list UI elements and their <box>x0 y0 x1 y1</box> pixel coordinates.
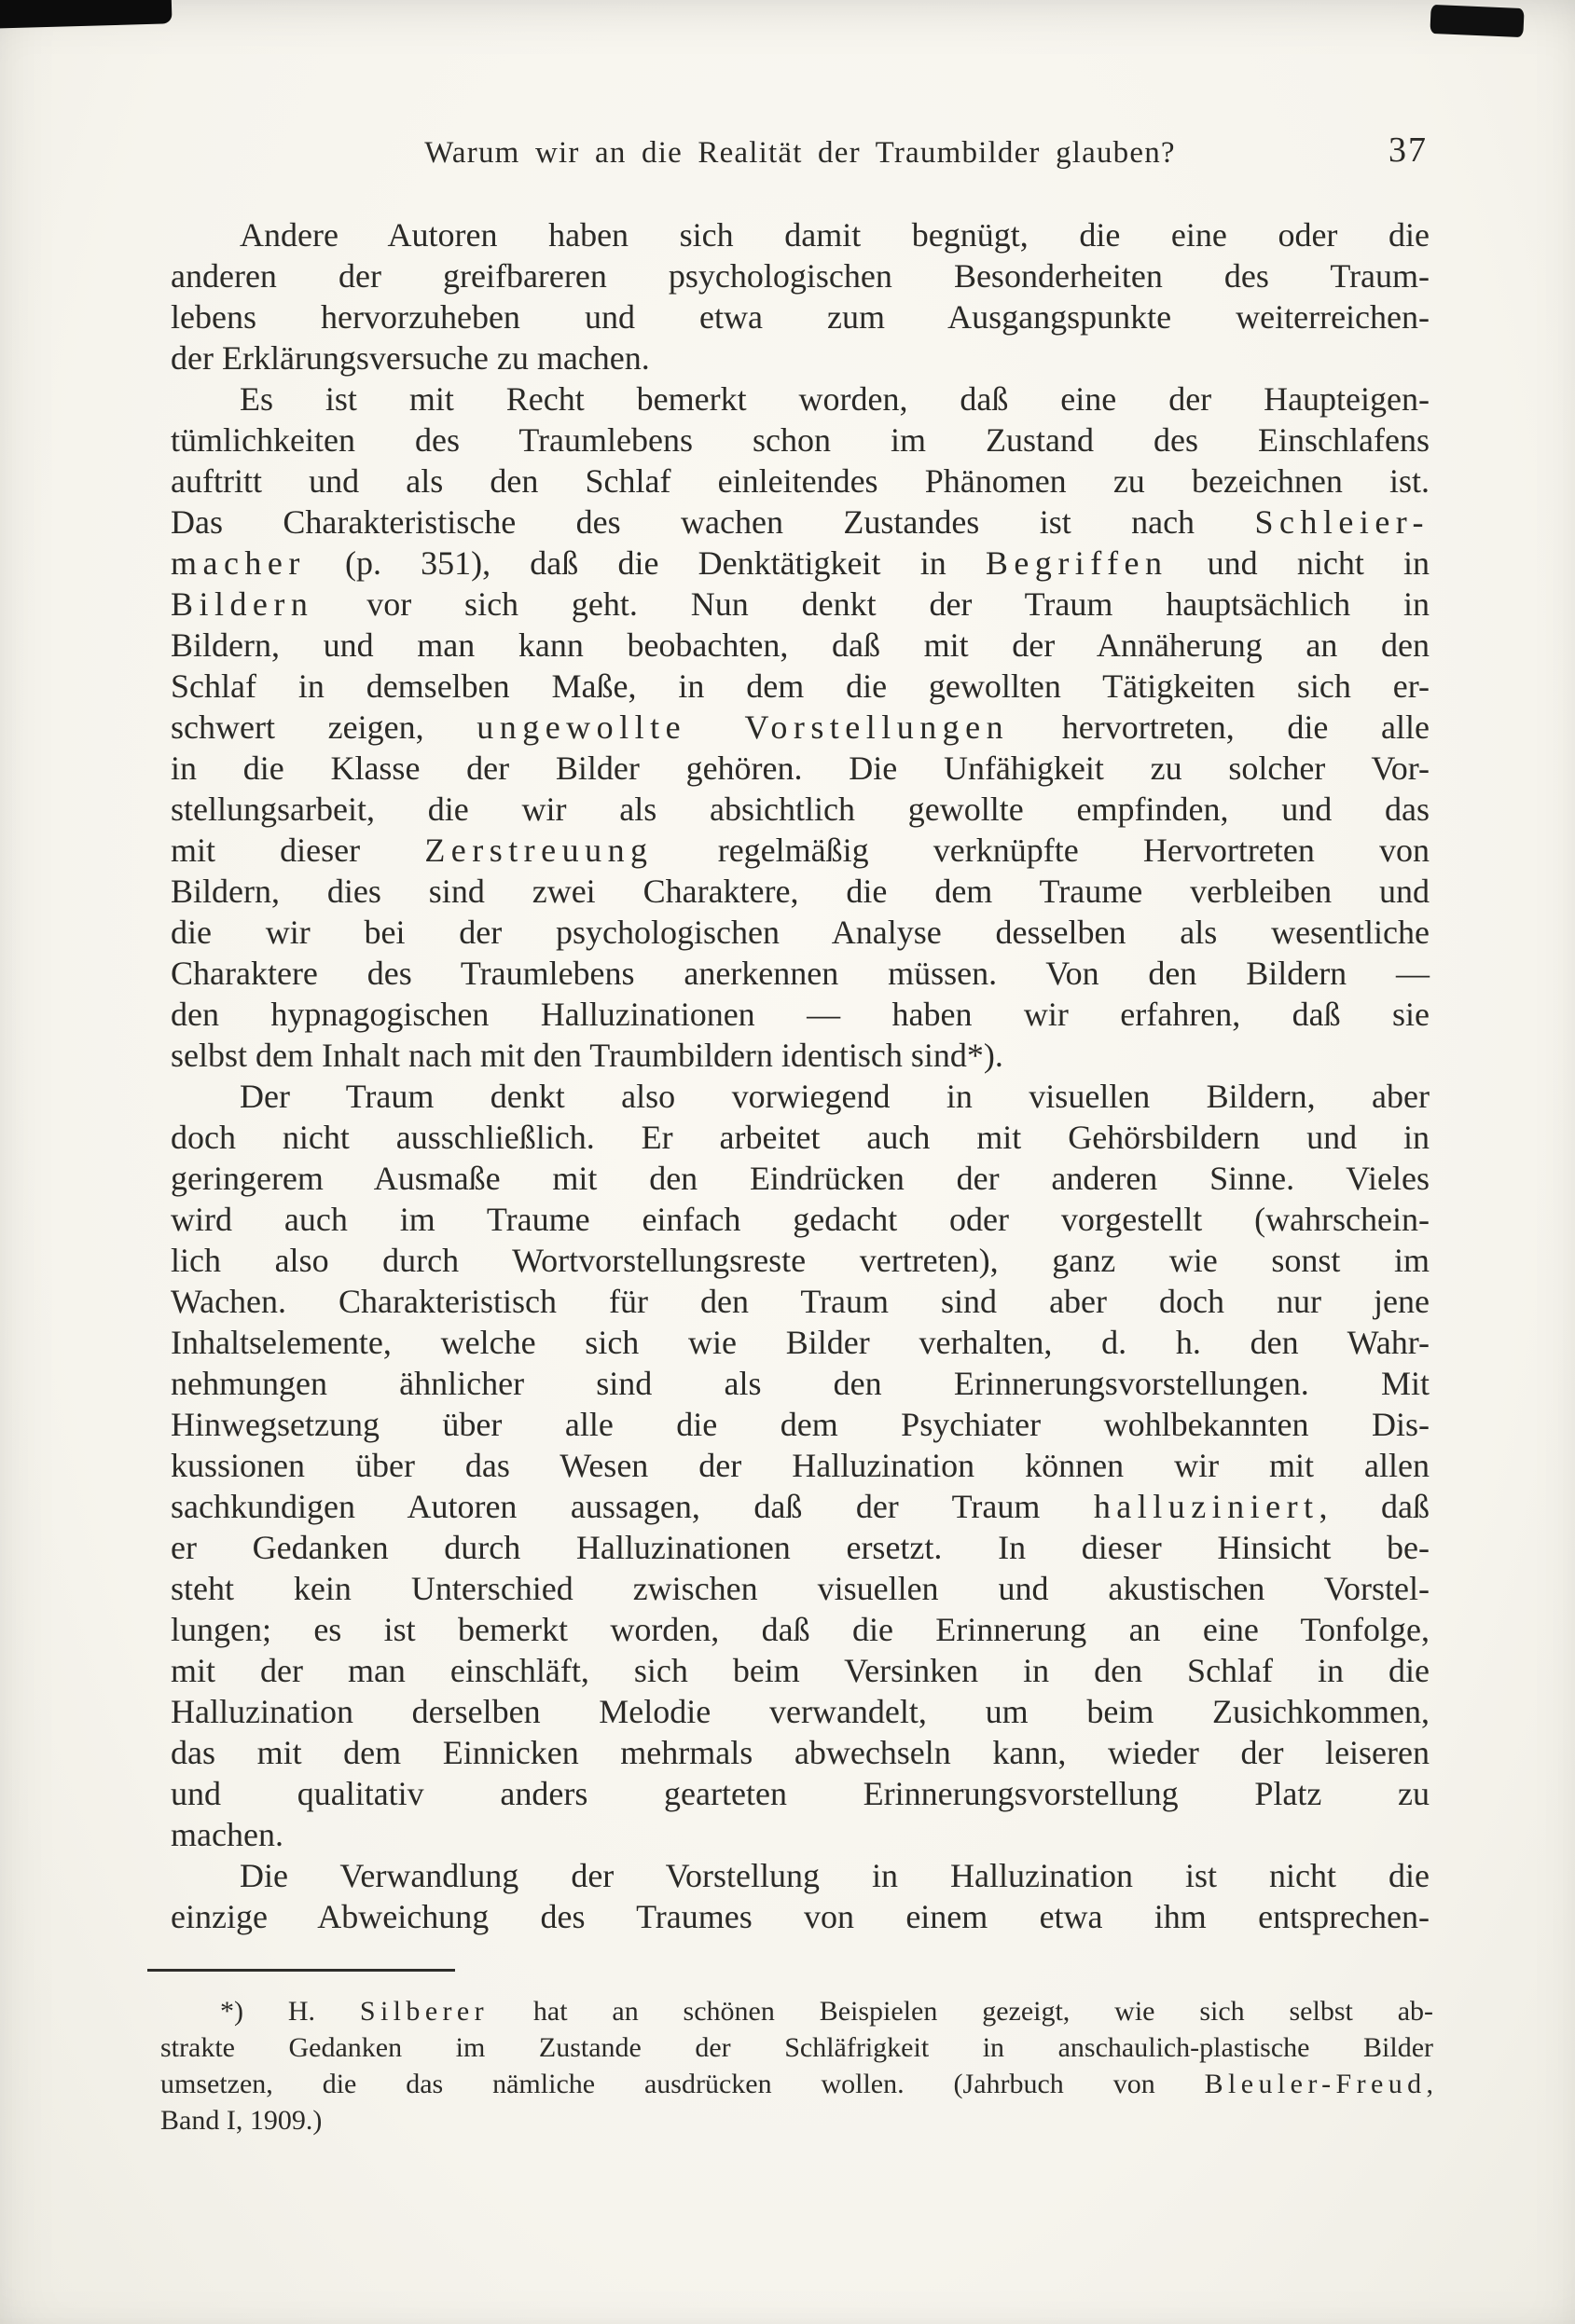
body-line: den hypnagogischen Halluzinationen — haben wir erfahren, daß sie <box>171 996 1430 1033</box>
body-line: Halluzination derselben Melodie verwandelt, um beim Zusichkommen, <box>171 1693 1430 1730</box>
body-line: macher (p. 351), daß die Denktätigkeit in Begriffen und nicht in <box>171 544 1430 582</box>
body-line: kussionen über das Wesen der Halluzination können wir mit allen <box>171 1447 1430 1484</box>
letterspaced-emphasis: Bildern <box>171 585 314 623</box>
body-line: Bildern, dies sind zwei Charaktere, die dem Traume verbleiben und <box>171 873 1430 910</box>
body-line: sachkundigen Autoren aussagen, daß der Traum halluziniert, daß <box>171 1488 1430 1525</box>
body-line: Die Verwandlung der Vorstellung in Halluzination ist nicht die <box>240 1857 1430 1894</box>
page-number: 37 <box>1388 131 1428 170</box>
body-line: die wir bei der psychologischen Analyse desselben als wesentliche <box>171 914 1430 951</box>
body-line: machen. <box>171 1816 283 1853</box>
body-line: und qualitativ anders gearteten Erinnerungsvorstellung Platz zu <box>171 1775 1430 1812</box>
running-header <box>171 131 1430 181</box>
body-line: nehmungen ähnlicher sind als den Erinnerungsvorstellungen. Mit <box>171 1365 1430 1402</box>
body-line: der Erklärungsversuche zu machen. <box>171 339 650 377</box>
body-line: mit dieser Zerstreuung regelmäßig verknüpfte Hervortreten von <box>171 832 1430 869</box>
body-line: Das Charakteristische des wachen Zustandes ist nach Schleier- <box>171 503 1430 541</box>
body-line: einzige Abweichung des Traumes von einem etwa ihm entsprechen- <box>171 1898 1430 1935</box>
letterspaced-emphasis: Begriffen <box>985 544 1168 582</box>
body-line: auftritt und als den Schlaf einleitendes Phänomen zu bezeichnen ist. <box>171 462 1430 500</box>
footnote-separator-rule <box>147 1969 455 1972</box>
body-line: er Gedanken durch Halluzinationen ersetzt. In dieser Hinsicht be- <box>171 1529 1430 1566</box>
body-line: Inhaltselemente, welche sich wie Bilder verhalten, d. h. den Wahr- <box>171 1324 1430 1361</box>
body-line: in die Klasse der Bilder gehören. Die Unfähigkeit zu solcher Vor- <box>171 749 1430 787</box>
body-line: stellungsarbeit, die wir als absichtlich gewollte empfinden, und das <box>171 791 1430 828</box>
body-line: selbst dem Inhalt nach mit den Traumbildern identisch sind*). <box>171 1037 1003 1074</box>
body-line: anderen der greifbareren psychologischen Besonderheiten des Traum- <box>171 257 1430 295</box>
body-line: Andere Autoren haben sich damit begnügt, die eine oder die <box>240 216 1430 254</box>
body-line: Bildern vor sich geht. Nun denkt der Traum hauptsächlich in <box>171 585 1430 623</box>
scan-artifact-top-right <box>1430 5 1524 37</box>
body-text <box>171 214 1430 1937</box>
footnote-line: strakte Gedanken im Zustande der Schläfrigkeit in anschaulich-plastische Bilder <box>160 2032 1433 2063</box>
body-line: lungen; es ist bemerkt worden, daß die Erinnerung an eine Tonfolge, <box>171 1611 1430 1648</box>
body-line: tümlichkeiten des Traumlebens schon im Zustand des Einschlafens <box>171 421 1430 459</box>
body-line: Wachen. Charakteristisch für den Traum sind aber doch nur jene <box>171 1283 1430 1320</box>
letterspaced-emphasis: ungewollte Vorstellungen <box>477 708 1010 746</box>
body-line: lich also durch Wortvorstellungsreste vertreten), ganz wie sonst im <box>171 1242 1430 1279</box>
letterspaced-emphasis: Silberer <box>359 1996 490 2027</box>
body-line: doch nicht ausschließlich. Er arbeitet auch mit Gehörsbildern und in <box>171 1119 1430 1156</box>
body-line: lebens hervorzuheben und etwa zum Ausgangspunkte weiterreichen- <box>171 298 1430 336</box>
body-line: Bildern, und man kann beobachten, daß mit der Annäherung an den <box>171 626 1430 664</box>
footnote-line: Band I, 1909.) <box>160 2105 323 2136</box>
footnote-line: umsetzen, die das nämliche ausdrücken wollen. (Jahrbuch von Bleuler-Freud, <box>160 2069 1433 2099</box>
body-line: Hinwegsetzung über alle die dem Psychiater wohlbekannten Dis- <box>171 1406 1430 1443</box>
letterspaced-emphasis: macher <box>171 544 306 582</box>
body-line: Es ist mit Recht bemerkt worden, daß eine der Haupteigen- <box>240 380 1430 418</box>
body-line: das mit dem Einnicken mehrmals abwechseln kann, wieder der leiseren <box>171 1734 1430 1771</box>
body-line: mit der man einschläft, sich beim Versinken in den Schlaf in die <box>171 1652 1430 1689</box>
footnote-line: *) H. Silberer hat an schönen Beispielen gezeigt, wie sich selbst ab- <box>220 1996 1433 2027</box>
letterspaced-emphasis: Bleuler-Freud <box>1204 2069 1427 2099</box>
letterspaced-emphasis: halluziniert <box>1093 1488 1319 1525</box>
letterspaced-emphasis: Schleier- <box>1254 503 1430 541</box>
body-line: Der Traum denkt also vorwiegend in visuellen Bildern, aber <box>240 1078 1430 1115</box>
body-line: Charaktere des Traumlebens anerkennen müssen. Von den Bildern — <box>171 955 1430 992</box>
footnote-text <box>160 1993 1433 2138</box>
body-line: wird auch im Traume einfach gedacht oder vorgestellt (wahrschein- <box>171 1201 1430 1238</box>
body-line: geringerem Ausmaße mit den Eindrücken der anderen Sinne. Vieles <box>171 1160 1430 1197</box>
letterspaced-emphasis: Zerstreuung <box>424 832 654 869</box>
body-line: steht kein Unterschied zwischen visuellen und akustischen Vorstel- <box>171 1570 1430 1607</box>
scan-artifact-top-left <box>0 0 173 29</box>
running-title: Warum wir an die Realität der Traumbilder glauben? <box>424 136 1176 170</box>
body-line: Schlaf in demselben Maße, in dem die gewollten Tätigkeiten sich er- <box>171 667 1430 705</box>
body-line: schwert zeigen, ungewollte Vorstellungen hervortreten, die alle <box>171 708 1430 746</box>
